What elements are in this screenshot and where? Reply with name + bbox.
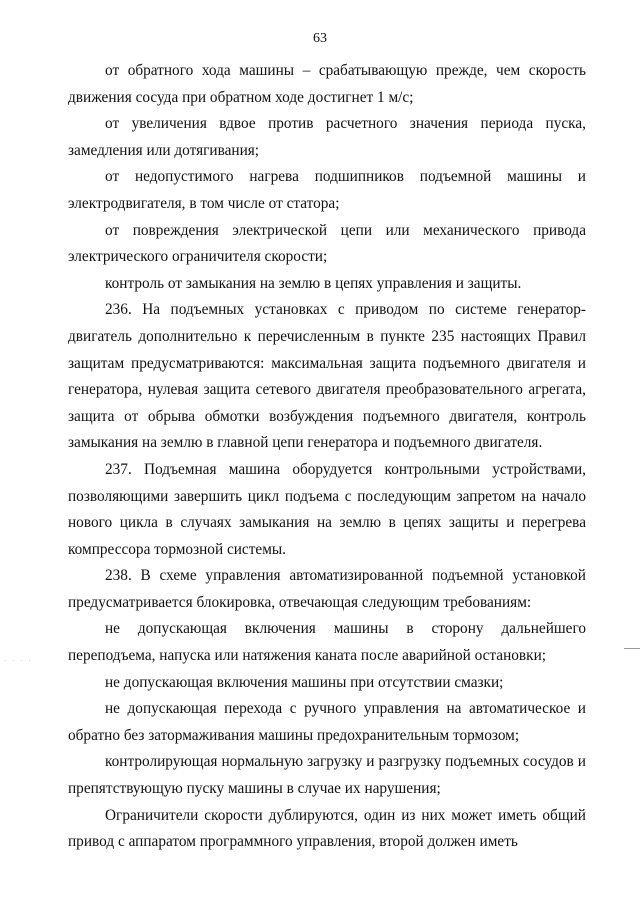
page-number: 63 <box>313 31 327 46</box>
paragraph-overwind-block: не допускающая включения машины в сторону дальнейшего переподъема, напуска или натяжения каната после аварийной остановки; <box>68 620 586 665</box>
scan-margin-dots: · · · · <box>4 657 33 665</box>
paragraph-bearing-heat: от недопустимого нагрева подшипников подъемной машины и электродвигателя, в том числе от статора; <box>68 168 586 212</box>
paragraph-speed-limiter: от повреждения электрической цепи или механического привода электрического ограничителя скорости; <box>68 221 586 266</box>
paragraph-start-period: от увеличения вдвое против расчетного значения периода пуска, замедления или дотягивания; <box>68 115 586 159</box>
paragraph-clause-237: 237. Подъемная машина оборудуется контрольными устройствами, позволяющими завершить цикл подъема с последующим запретом на начало нового цикла в случаях замыкания на землю в цепях защиты и перегрева компрессора тормозной системы. <box>68 460 586 558</box>
scan-edge-mark <box>624 648 640 649</box>
paragraph-clause-238: 238. В схеме управления автоматизированной подъемной установкой предусматривается блокировка, отвечающая следующим требованиям: <box>68 567 586 611</box>
paragraph-loading-control: контролирующая нормальную загрузку и разгрузку подъемных сосудов и препятствующую пуску машины в случае их нарушения; <box>68 753 586 798</box>
paragraph-reverse-motion: от обратного хода машины – срабатывающую прежде, чем скорость движения сосуда при обратном ходе достигнет 1 м/с; <box>68 62 586 106</box>
document-body <box>68 58 586 856</box>
paragraph-clause-236: 236. На подъемных установках с приводом по системе генератор-двигатель дополнительно к перечисленным в пункте 235 настоящих Правил защитам предусматриваются: максимальная защита подъемного двигателя и генератора, нулевая защита сетевого двигателя преобразовательного агрегата, защита от обрыва обмотки возбуждения подъемного двигателя, контроль замыкания на землю в главной цепи генератора и подъемного двигателя. <box>68 301 586 452</box>
paragraph-mode-switch-block: не допускающая перехода с ручного управления на автоматическое и обратно без затормаживания машины предохранительным тормозом; <box>68 700 586 744</box>
paragraph-speed-limiters: Ограничители скорости дублируются, один из них может иметь общий привод с аппаратом программного управления, второй должен иметь <box>68 806 586 851</box>
paragraph-ground-fault: контроль от замыкания на землю в цепях управления и защиты. <box>105 274 522 292</box>
paragraph-lubrication-block: не допускающая включения машины при отсутствии смазки; <box>105 673 504 691</box>
